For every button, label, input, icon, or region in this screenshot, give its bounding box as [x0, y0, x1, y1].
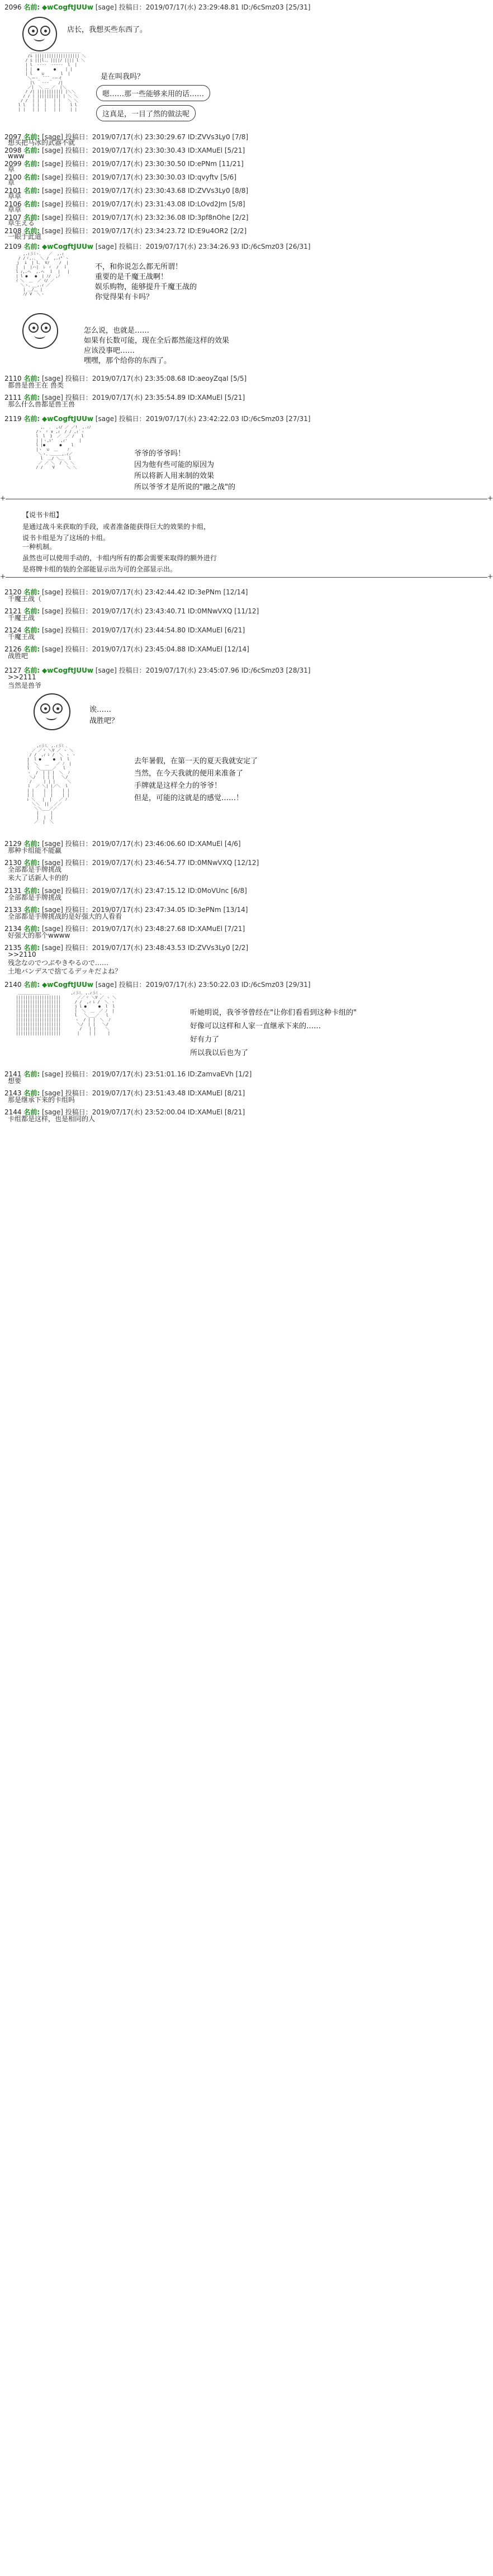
post-header: 2134 名前: [sage] 投稿日：2019/07/17(水) 23:48:27.68 ID:XAMuEl [7/21] [4, 925, 245, 933]
dialogue-line: 所以爷爷才是所说的"融之战"的 [134, 483, 235, 491]
post-header: 2143 名前: [sage] 投稿日：2019/07/17(水) 23:51:43.48 ID:XAMuEl [8/21] [4, 1089, 245, 1097]
post-header: 2099 名前: [sage] 投稿日：2019/07/17(水) 23:30:30.50 ID:ePNm [11/21] [4, 160, 244, 168]
post-header: 2098 名前: [sage] 投稿日：2019/07/17(水) 23:30:30.43 ID:XAMuEl [5/21] [4, 146, 245, 154]
post-header: 2100 名前: [sage] 投稿日：2019/07/17(水) 23:30:30.03 ID:qvyftv [5/6] [4, 173, 236, 181]
dialogue-line: 爷爷的爷爷吗！ [134, 450, 186, 458]
dialogue-line: 怎么说，也就是…… [84, 327, 150, 335]
post-body: 好强大的那个wwww [8, 932, 70, 939]
dialogue-line: 所以我以后也为了 [190, 1049, 249, 1057]
dialogue-line: 因为他有些可能的原因为 [134, 461, 215, 469]
info-line: 虽然也可以使用手动的，卡组内所有的都会需要来取得的额外进行 [22, 554, 217, 562]
smiley-face-icon [22, 17, 57, 51]
dialogue-line: 听她明说，我爷爷曾经在"让你们看看到这种卡组的" [190, 1009, 357, 1017]
post-body: 那种卡组能不能赢 [8, 847, 62, 854]
post-body: 战胜吧 [8, 652, 29, 660]
post-header: 2111 名前: [sage] 投稿日：2019/07/17(水) 23:35:54.89 ID:XAMuEl [5/21] [4, 394, 245, 401]
post-body: 想买把马冰的武器不就 [8, 139, 75, 146]
speech-bubble: 嗯……那一些能够来用的话…… [96, 85, 210, 101]
post-body: 全部都是手牌挑战 来大了话新人卡的的 [8, 866, 69, 882]
post-header: 2130 名前: [sage] 投稿日：2019/07/17(水) 23:46:54.77 ID:0MNwVXQ [12/12] [4, 859, 259, 867]
dialogue-line: 如果有长数可能，现在全后都然能这样的效果 [84, 337, 230, 345]
post-header: 2110 名前: [sage] 投稿日：2019/07/17(水) 23:35:08.68 ID:aeoyZqaI [5/5] [4, 375, 247, 382]
post-body: 草 [8, 166, 15, 173]
post-header: 2131 名前: [sage] 投稿日：2019/07/17(水) 23:47:15.12 ID:0MoVUnc [6/8] [4, 887, 247, 895]
post-body: 草草 [8, 206, 22, 214]
post-header: 2121 名前: [sage] 投稿日：2019/07/17(水) 23:43:40.71 ID:0MNwVXQ [11/12] [4, 607, 259, 615]
dialogue-line: 手牌就是这样全力的爷爷！ [134, 782, 222, 790]
ascii-art: ,、 ､ ,ｨ/ ／ ／! ,.ｨﾉ /ヽ ヾ ∨ ,ｨ / / ,ｨ´ヽ l l } ／ ／ / l | |ヽ,ﾚ' ,ｨ' | l |● ● l |ヽ ∪ ﹏ ﾉ ＼ヽ、＿＿＿,.ｨ／ l ＿/ ＼＿ l ／ ／ ＼ / ＼ ＼ / / V ＼ ＼ [36, 425, 91, 470]
post-body: 一眼于此道 [8, 233, 42, 240]
dialogue-line: 娱乐购物，能够提升千魔王战的 [95, 283, 197, 291]
post-header: 2124 名前: [sage] 投稿日：2019/07/17(水) 23:44:54.80 ID:XAMuEl [6/21] [4, 626, 245, 634]
info-line: 是通过战斗来获取的手段，或者准备能获得巨大的效果的卡组， [22, 523, 211, 531]
post-body: 千魔王战 [8, 614, 35, 622]
dialogue-line: 是在叫我吗？ [101, 73, 145, 81]
smiley-face-icon [34, 693, 70, 730]
info-line: 说书卡组是为了这场的卡组。 [22, 534, 110, 542]
ascii-art: ＿＿＿＿＿＿＿＿ ,ｨ彡ﾐ､ ,.ｨ彡ﾐ ､ ||||||||||||||||||| ／／ヾ ＼V ／ ヽ ＼ ||||||||||||||||||| / / ,ｨ ﾚ / ＼ ヽ ||||||||||||||||||| j l ● ● l l ||||||||||||||||||| | ＼ ﹏ ／ ﾉ | ||||||||||||||||||| l ＼___／ l ||||||||||||||||||| ヽ / | | ＼ ﾉ ||||||||||||||||||| ＼/ | | ＼/ ||||||||||||||||||| / | | ＼ ||||||||||||||||||| | | | | [16, 991, 117, 1036]
post-header: 2129 名前: [sage] 投稿日：2019/07/17(水) 23:46:06.60 ID:XAMuEl [4/6] [4, 840, 241, 848]
post-header: 2135 名前: [sage] 投稿日：2019/07/17(水) 23:48:43.53 ID:ZVVs3Ly0 [2/2] [4, 944, 249, 952]
info-line: 一种机制。 [22, 543, 56, 551]
dialogue-line: 当然，在今天我就的便用来准备了 [134, 769, 244, 778]
post-body: 全部都是手牌挑战 [8, 894, 62, 901]
dialogue-line: 重要的是千魔王战啊！ [95, 273, 168, 281]
post-body: www [8, 152, 25, 160]
post-header: 2107 名前: [sage] 投稿日：2019/07/17(水) 23:32:36.08 ID:3pf8nOhe [2/2] [4, 214, 249, 221]
dialogue-line: 去年暑假，在第一天的夏天我就安定了 [134, 757, 258, 765]
dialogue-line: 好有力了 [190, 1036, 220, 1044]
post-header: 2108 名前: [sage] 投稿日：2019/07/17(水) 23:34:23.72 ID:E9u4OR2 [2/2] [4, 227, 247, 235]
dialogue-line: 你觉得果有卡吗？ [95, 293, 154, 301]
post-header: 2120 名前: [sage] 投稿日：2019/07/17(水) 23:42:44.42 ID:3ePNm [12/14] [4, 588, 248, 596]
smiley-face-icon [22, 313, 58, 349]
dialogue-line: 战胜吧？ [89, 717, 119, 725]
dialogue-line: 嘿嘿，那个给你的东西了。 [84, 357, 172, 365]
post-body: 草 [8, 179, 15, 187]
post-body: 全部都是手牌挑战的是好强大的人看看 [8, 913, 122, 920]
post-header: 2101 名前: [sage] 投稿日：2019/07/17(水) 23:30:43.68 ID:ZVVs3Ly0 [8/8] [4, 187, 249, 195]
info-line: 是将牌卡组的装的全部能显示出为可的全部显示出。 [22, 565, 177, 573]
post-body: 草生える [8, 219, 35, 227]
post-header: 2106 名前: [sage] 投稿日：2019/07/17(水) 23:31:43.08 ID:LOvd2Jm [5/8] [4, 200, 245, 208]
dialogue-line: 应该没事吧…… [84, 347, 135, 355]
post-body: 都兽是兽王在 兽类 [8, 381, 64, 389]
post-header: 2127 名前: ◆wCogftJUUw [sage] 投稿日：2019/07/17(水) 23:45:07.96 ID:/6cSmz03 [28/31] [4, 667, 311, 674]
dialogue-line: 所以将新人用来制的效果 [134, 472, 215, 480]
dialogue-line: 但是，可能的这就是的感觉……！ [134, 794, 244, 802]
post-body: 千魔王战 [8, 633, 35, 641]
post-header: 2096 名前: ◆wCogftJUUw [sage] 投稿日：2019/07/17(水) 23:29:48.81 ID:/6cSmz03 [25/31] [4, 3, 311, 11]
post-body: 千魔王战（ [8, 595, 42, 603]
speech-bubble: 这真是，一目了然的做法呢 [96, 105, 196, 121]
post-body: 卡组都是这样，也是相同的人 [8, 1115, 96, 1123]
post-header: 2141 名前: [sage] 投稿日：2019/07/17(水) 23:51:01.16 ID:ZamvaEVh [1/2] [4, 1070, 252, 1078]
dialogue-line: 诶…… [89, 706, 112, 714]
post-body: >>2111 当然是兽爷 [8, 673, 42, 689]
post-header: 2097 名前: [sage] 投稿日：2019/07/17(水) 23:30:29.67 ID:ZVVs3Ly0 [7/8] [4, 133, 249, 141]
post-header: 2140 名前: ◆wCogftJUUw [sage] 投稿日：2019/07/17(水) 23:50:22.03 ID:/6cSmz03 [29/31] [4, 981, 311, 989]
dialogue-line: 店长，我想买些东西了。 [67, 26, 148, 34]
dialogue-line: 不，和你说怎么都无所谓！ [95, 263, 183, 271]
post-header: 2126 名前: [sage] 投稿日：2019/07/17(水) 23:45:04.88 ID:XAMuEl [12/14] [4, 645, 249, 653]
post-body: 那是继承下来的卡组吗 [8, 1096, 75, 1104]
dialogue-line: 好像可以这样和人家一直继承下来的…… [190, 1022, 321, 1031]
ascii-art: ,.ｨ彡ﾐヽ､ ／ ,.ｨ / /ヾ,.、 ＼ / ,.ｨ"´ヽ ｊ i | l、 V/ / | | | |ハ| ﾚ ヾ / ｌ l ｨ,.ヘ ,.ヘ ｌ | | | l ● ● | ﾉ/ ,ﾉ ｲ ＼ ﹏ ／ ｲ/ ／ ＼ヽ、__,.ｨ ／ | ＿/＿ | ﾉ/ V ＼ヽ [16, 252, 70, 296]
post-body: 草草 [8, 192, 22, 200]
post-header: 2133 名前: [sage] 投稿日：2019/07/17(水) 23:47:34.05 ID:3ePNm [13/14] [4, 906, 248, 914]
section-divider [6, 577, 487, 578]
post-header: 2109 名前: ◆wCogftJUUw [sage] 投稿日：2019/07/17(水) 23:34:26.93 ID:/6cSmz03 [26/31] [4, 243, 311, 250]
post-body: 想要 [8, 1077, 22, 1085]
info-title: 【说书卡组】 [22, 511, 63, 519]
post-body: 那么什么兽都是兽王兽 [8, 400, 75, 408]
ascii-art: ,ｨ彡ﾐ､ ,.ｨ彡ﾐ ､ ／ ／ヾ ＼V ／ ヽ ＼ / / ,ｨ ﾚ / ＼ ヽ ヽ j l ● ● l l | ＼ ﹏ ／ ﾉ | l ＼_____／ l ヽ / | | | ＼ ﾉ ＼/ | | | ＼/ / | | | ＼ ｌ ／ ＼| |／＼ l | | | | | | | | | | | | ﾚ ＼ | | ／ ﾉ ＼＼ || ／／ ＼＼___／／ | | | | | ／ | ＼ [27, 744, 76, 824]
post-header: 2119 名前: ◆wCogftJUUw [sage] 投稿日：2019/07/17(水) 23:42:22.03 ID:/6cSmz03 [27/31] [4, 415, 311, 423]
ascii-art: ＿＿＿＿＿＿＿＿＿＿＿＿＿ /i ||||||||||||||||||| ＼ / i |||l.、||||/ |||| l ＼ | l -‐-- ‐--‐- l | | | ● ● | | | l ∪ l | ＼ー-_ ̄ ̄ ̄ _-ーイ |\ ‐‐‐ /| ／| ＼ ＿ ／ |＼ / /| ||||||||||| |＼＼ / / | |||||||||| | ＼ ＼ / / | | | | | ＼ ＼ l l | | | | | l l | | | | | | | | | [18, 49, 86, 112]
post-body: >>2110 残念なのでつぶやきやるので…… 土地バンデスで捨てるデッキだよね？ [8, 951, 122, 975]
post-header: 2144 名前: [sage] 投稿日：2019/07/17(水) 23:52:00.04 ID:XAMuEl [8/21] [4, 1108, 245, 1116]
